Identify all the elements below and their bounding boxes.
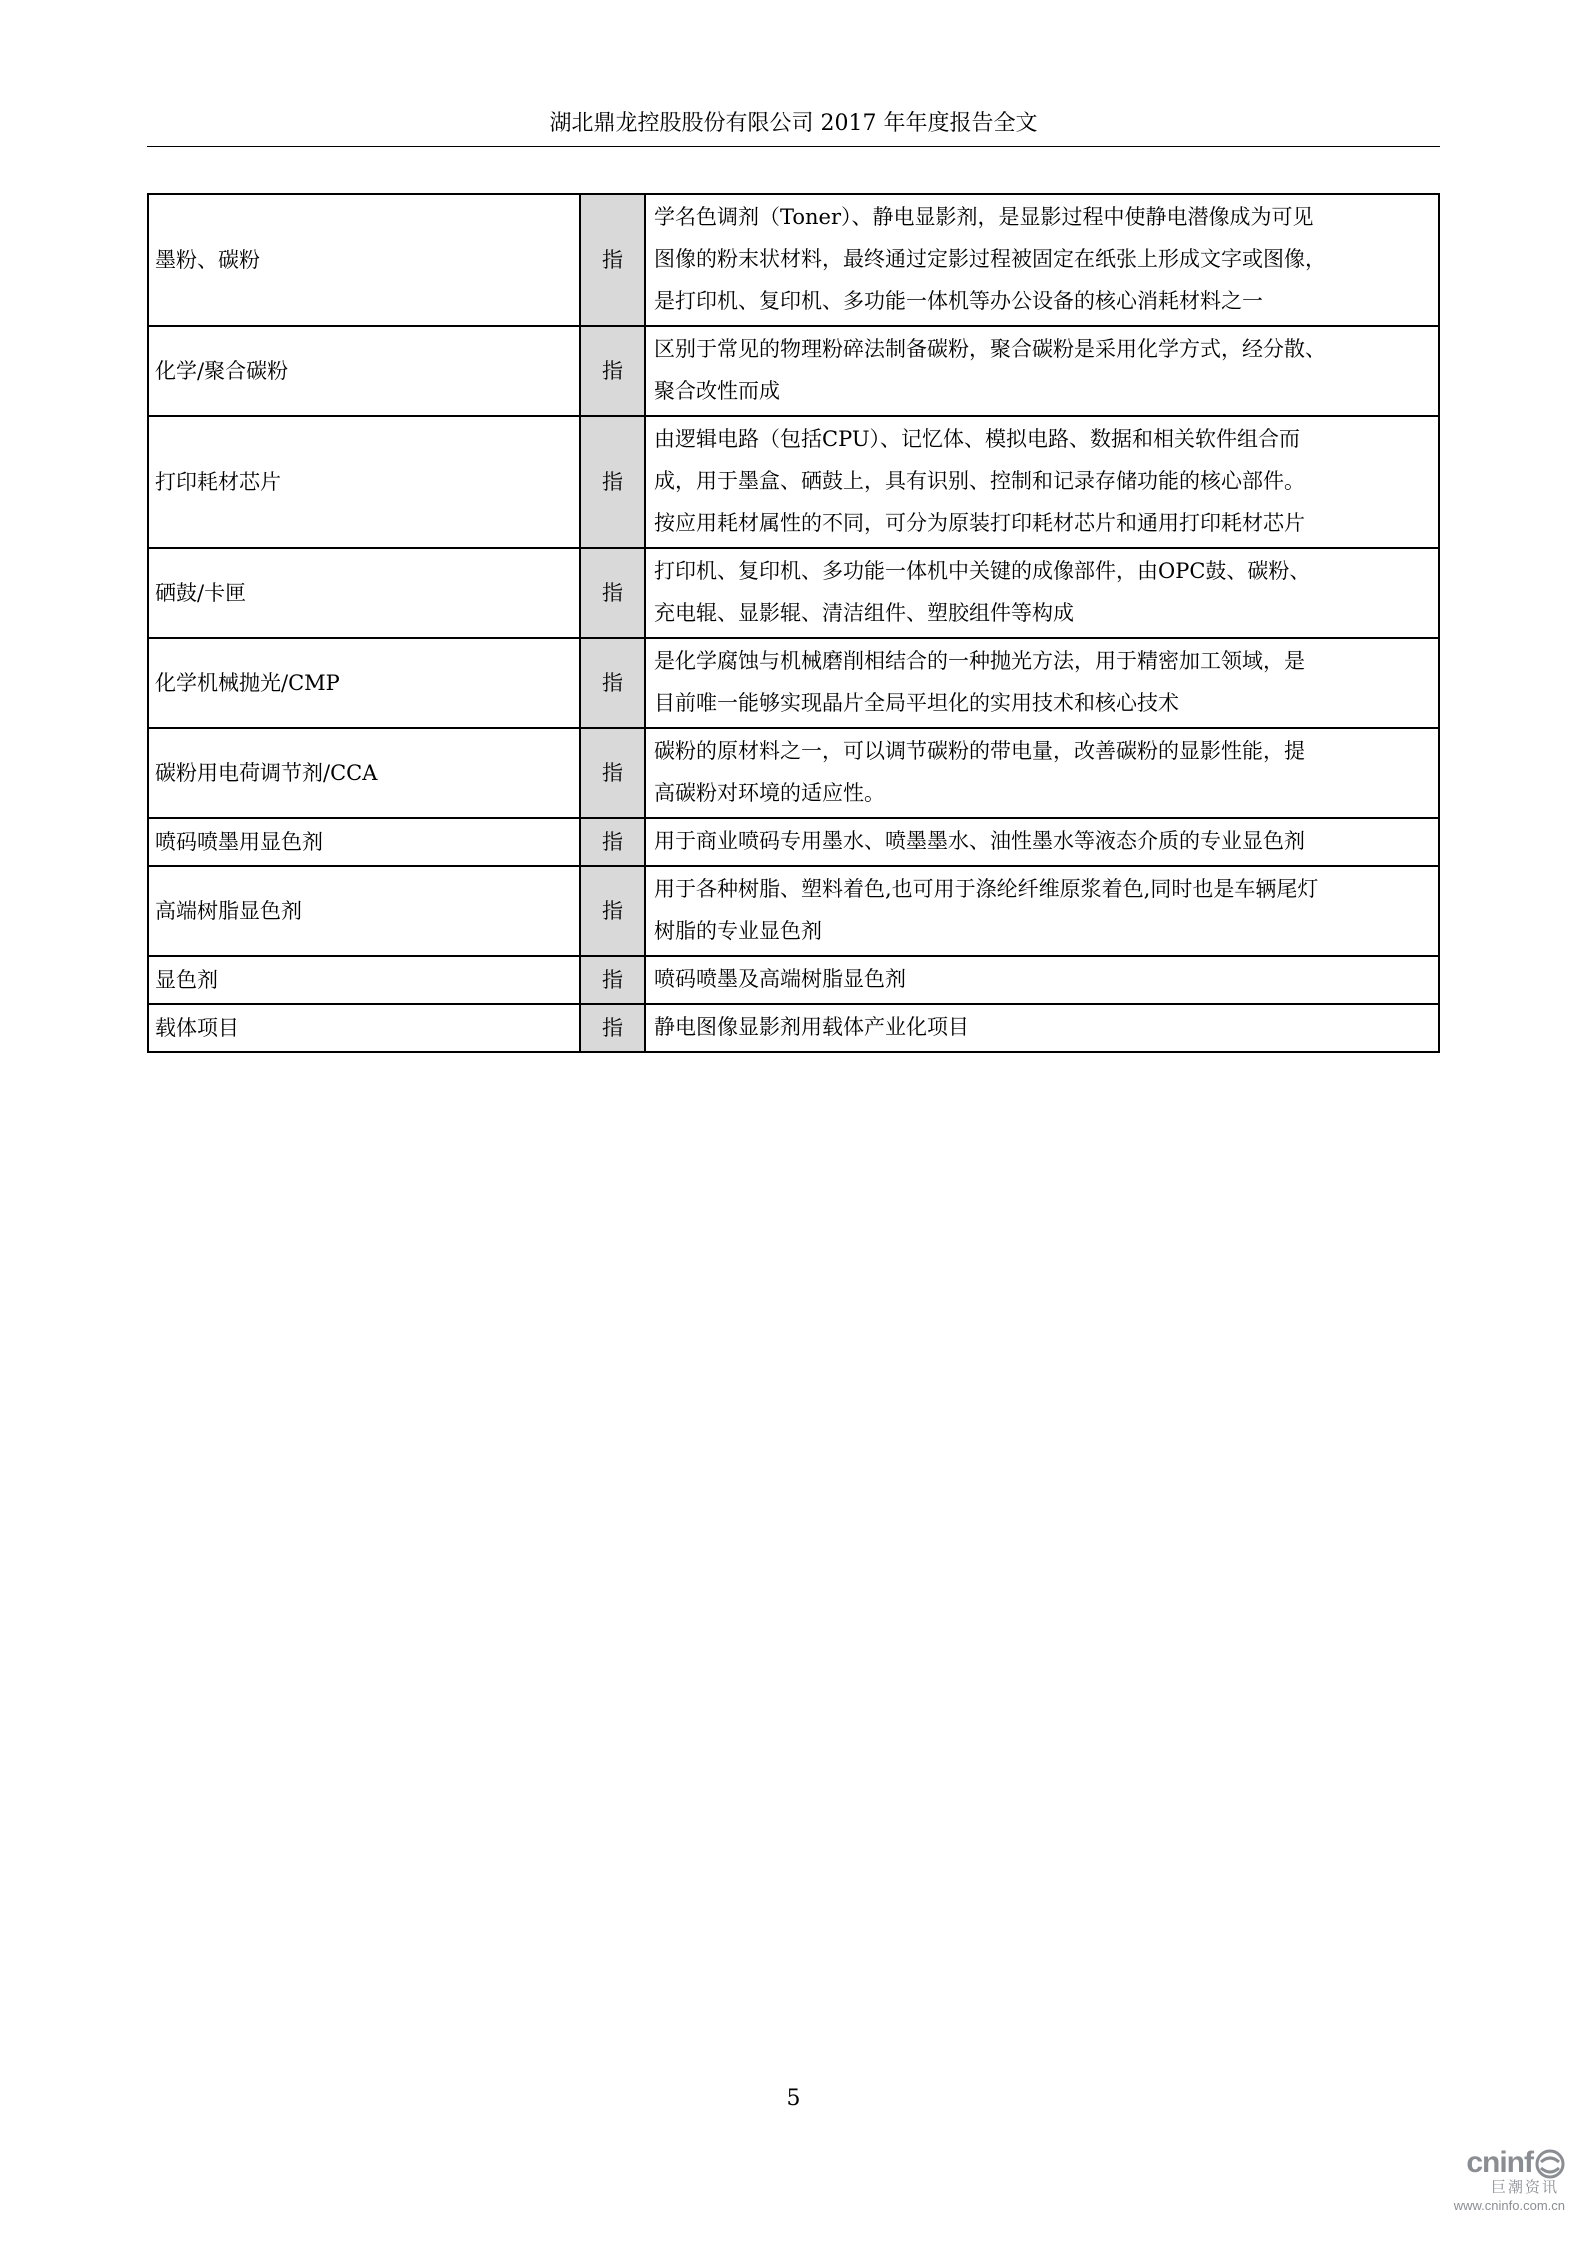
definition-row (148, 1004, 1439, 1052)
definition-ref-marker: 指 (580, 818, 645, 866)
definition-term: 载体项目 (148, 1004, 580, 1052)
header-divider (147, 146, 1440, 147)
definition-description (645, 548, 1439, 638)
definition-line: 成，用于墨盒、硒鼓上，具有识别、控制和记录存储功能的核心部件。 (654, 469, 1305, 493)
definition-ref-marker: 指 (580, 728, 645, 818)
logo-brand-text: cninf (1466, 2146, 1533, 2179)
definition-description (645, 818, 1439, 866)
definition-term: 高端树脂显色剂 (148, 866, 580, 956)
logo-url: www.cninfo.com.cn (1453, 2198, 1565, 2213)
definition-line: 打印机、复印机、多功能一体机中关键的成像部件，由OPC鼓、碳粉、 (654, 559, 1311, 583)
definition-ref-marker: 指 (580, 638, 645, 728)
definition-line: 充电辊、显影辊、清洁组件、塑胶组件等构成 (654, 601, 1074, 625)
definition-term: 墨粉、碳粉 (148, 194, 580, 326)
definition-ref-marker: 指 (580, 866, 645, 956)
definition-row (148, 956, 1439, 1004)
definition-description (645, 956, 1439, 1004)
definition-ref-marker: 指 (580, 956, 645, 1004)
definition-line: 用于各种树脂、塑料着色,也可用于涤纶纤维原浆着色,同时也是车辆尾灯 (654, 877, 1319, 901)
definition-row (148, 728, 1439, 818)
definition-line: 目前唯一能够实现晶片全局平坦化的实用技术和核心技术 (654, 691, 1179, 715)
definition-line: 高碳粉对环境的适应性。 (654, 781, 885, 805)
definition-description (645, 194, 1439, 326)
definition-ref-marker: 指 (580, 326, 645, 416)
definition-line: 区别于常见的物理粉碎法制备碳粉，聚合碳粉是采用化学方式，经分散、 (654, 337, 1326, 361)
definition-line: 喷码喷墨及高端树脂显色剂 (654, 967, 906, 991)
definition-ref-marker: 指 (580, 548, 645, 638)
definition-line: 用于商业喷码专用墨水、喷墨墨水、油性墨水等液态介质的专业显色剂 (654, 829, 1305, 853)
definition-row (148, 866, 1439, 956)
definitions-table-body (148, 194, 1439, 1052)
definition-ref-marker: 指 (580, 1004, 645, 1052)
logo-mark-icon (1535, 2149, 1565, 2179)
definition-term: 化学/聚合碳粉 (148, 326, 580, 416)
report-header-title: 湖北鼎龙控股股份有限公司 2017 年年度报告全文 (549, 111, 1038, 136)
definition-term: 碳粉用电荷调节剂/CCA (148, 728, 580, 818)
definition-line: 是化学腐蚀与机械磨削相结合的一种抛光方法，用于精密加工领域，是 (654, 649, 1305, 673)
definition-row (148, 638, 1439, 728)
definition-row (148, 818, 1439, 866)
definition-line: 按应用耗材属性的不同，可分为原装打印耗材芯片和通用打印耗材芯片 (654, 511, 1305, 535)
definition-description (645, 326, 1439, 416)
definition-row (148, 326, 1439, 416)
definition-term: 喷码喷墨用显色剂 (148, 818, 580, 866)
logo-chinese-name: 巨潮资讯 (1490, 2179, 1559, 2196)
definition-description (645, 866, 1439, 956)
definition-term: 化学机械抛光/CMP (148, 638, 580, 728)
definition-line: 学名色调剂（Toner）、静电显影剂，是显影过程中使静电潜像成为可见 (654, 205, 1314, 229)
definition-description (645, 638, 1439, 728)
page-number: 5 (786, 2086, 801, 2111)
definition-line: 静电图像显影剂用载体产业化项目 (654, 1015, 969, 1039)
definition-description (645, 416, 1439, 548)
definition-term: 打印耗材芯片 (148, 416, 580, 548)
definitions-table (147, 193, 1440, 1053)
definition-term: 显色剂 (148, 956, 580, 1004)
definition-line: 树脂的专业显色剂 (654, 919, 822, 943)
logo-brand-row (1415, 2147, 1565, 2179)
definition-row (148, 194, 1439, 326)
definition-line: 是打印机、复印机、多功能一体机等办公设备的核心消耗材料之一 (654, 289, 1263, 313)
definition-line: 由逻辑电路（包括CPU）、记忆体、模拟电路、数据和相关软件组合而 (654, 427, 1301, 451)
definition-term: 硒鼓/卡匣 (148, 548, 580, 638)
definition-ref-marker: 指 (580, 194, 645, 326)
cninfo-logo (1415, 2147, 1565, 2225)
definition-ref-marker: 指 (580, 416, 645, 548)
definition-line: 图像的粉末状材料，最终通过定影过程被固定在纸张上形成文字或图像， (654, 247, 1326, 271)
definition-row (148, 416, 1439, 548)
definition-description (645, 1004, 1439, 1052)
definition-line: 碳粉的原材料之一，可以调节碳粉的带电量，改善碳粉的显影性能，提 (654, 739, 1305, 763)
definition-description (645, 728, 1439, 818)
definition-line: 聚合改性而成 (654, 379, 780, 403)
definition-row (148, 548, 1439, 638)
